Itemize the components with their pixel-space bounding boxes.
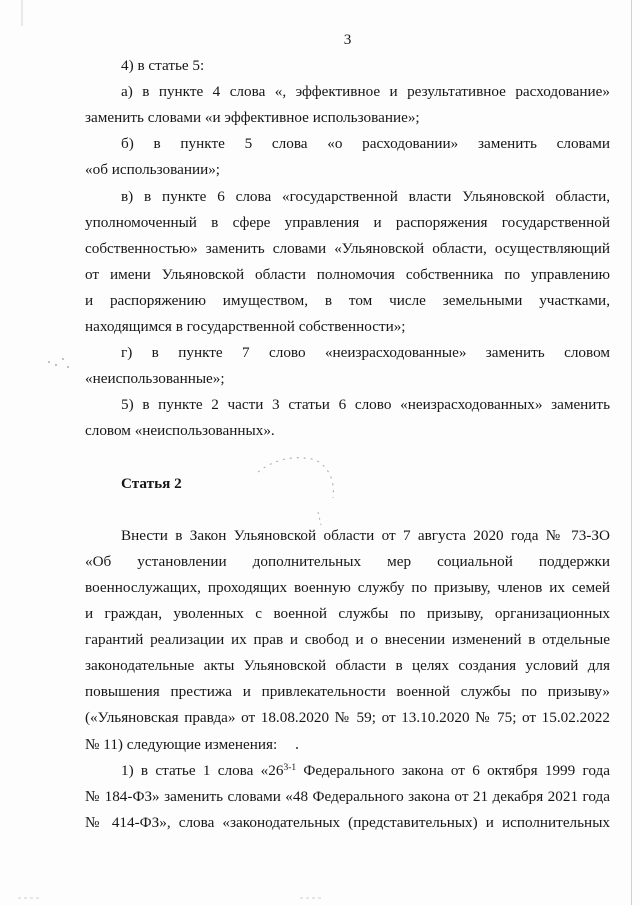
text-line: в) в пункте 6 слова «государственной власти Ульяновской области, bbox=[121, 187, 610, 205]
text-line: г) в пункте 7 слово «неизрасходованные» заменить словом bbox=[121, 344, 610, 362]
text-line: № 11) следующие изменения: bbox=[85, 735, 278, 753]
text-line: «об использовании»; bbox=[85, 161, 221, 179]
text-line: от имени Ульяновской области полномочия собственника по управлению bbox=[85, 265, 610, 283]
scan-speck bbox=[48, 361, 50, 363]
text-line: повышения престижа и привлекательности военной службы по призыву» bbox=[85, 683, 610, 701]
paragraph bbox=[85, 79, 610, 131]
text-line: гарантий реализации их прав и свобод и о внесении изменений в отдельные bbox=[85, 631, 610, 649]
text-line: Внести в Закон Ульяновской области от 7 августа 2020 года № 73-ЗО bbox=[121, 526, 610, 544]
scan-speck bbox=[67, 366, 69, 368]
text-line: находящимся в государственной собственности»; bbox=[85, 318, 406, 336]
text-line: заменить словами «и эффективное использование»; bbox=[85, 109, 420, 127]
paragraph bbox=[85, 523, 610, 758]
text-line: «неиспользованные»; bbox=[85, 370, 225, 388]
text-line: № 414-ФЗ», слова «законодательных (представительных) и исполнительных bbox=[85, 813, 610, 831]
text-line: 4) в статье 5: bbox=[121, 57, 205, 75]
spacer bbox=[85, 445, 610, 471]
superscript: 3-1 bbox=[283, 762, 297, 773]
text-line: законодательные акты Ульяновской области в целях создания условий для bbox=[85, 657, 610, 675]
text-line: военнослужащих, проходящих военную службу по призыву, членов их семей bbox=[85, 578, 610, 596]
text-line: («Ульяновская правда» от 18.08.2020 № 59; от 13.10.2020 № 75; от 15.02.2022 bbox=[85, 709, 610, 727]
text-line: б) в пункте 5 слова «о расходовании» заменить словами bbox=[121, 135, 610, 153]
text-segment: 1) в статье 1 слова «26 bbox=[121, 761, 284, 779]
text-line: и распоряжению имуществом, в том числе земельными участками, bbox=[85, 291, 610, 309]
text-line: № 184-ФЗ» заменить словами «48 Федерального закона от 21 декабря 2021 года bbox=[85, 787, 610, 805]
paragraph bbox=[85, 184, 610, 341]
paragraph bbox=[85, 392, 610, 444]
document-body bbox=[85, 27, 610, 836]
paragraph bbox=[85, 53, 610, 79]
text-line bbox=[85, 758, 610, 784]
text-line: «Об установлении дополнительных мер социальной поддержки bbox=[85, 552, 610, 570]
text-line: и граждан, уволенных с военной службы по призыву, организационных bbox=[85, 605, 610, 623]
page-number: 3 bbox=[343, 31, 352, 48]
paragraph bbox=[85, 758, 610, 836]
scan-edge-line bbox=[631, 0, 632, 905]
text-line: собственностью» заменить словами «Ульяновской области, осуществляющий bbox=[85, 239, 610, 257]
text-line: 5) в пункте 2 части 3 статьи 6 слово «неизрасходованных» заменить bbox=[121, 396, 610, 414]
text-line: уполномоченный в сфере управления и распоряжения государственной bbox=[85, 213, 610, 231]
paragraph bbox=[85, 340, 610, 392]
text-line: а) в пункте 4 слова «, эффективное и результативное расходование» bbox=[121, 83, 610, 101]
article-heading: Статья 2 bbox=[121, 474, 182, 492]
paragraph bbox=[85, 131, 610, 183]
scan-speck bbox=[62, 358, 64, 360]
spacer bbox=[85, 497, 610, 523]
scan-speck bbox=[55, 364, 57, 366]
text-segment: Федерального закона от 6 октября 1999 года bbox=[296, 761, 610, 779]
text-line: словом «неиспользованных». bbox=[85, 422, 275, 440]
